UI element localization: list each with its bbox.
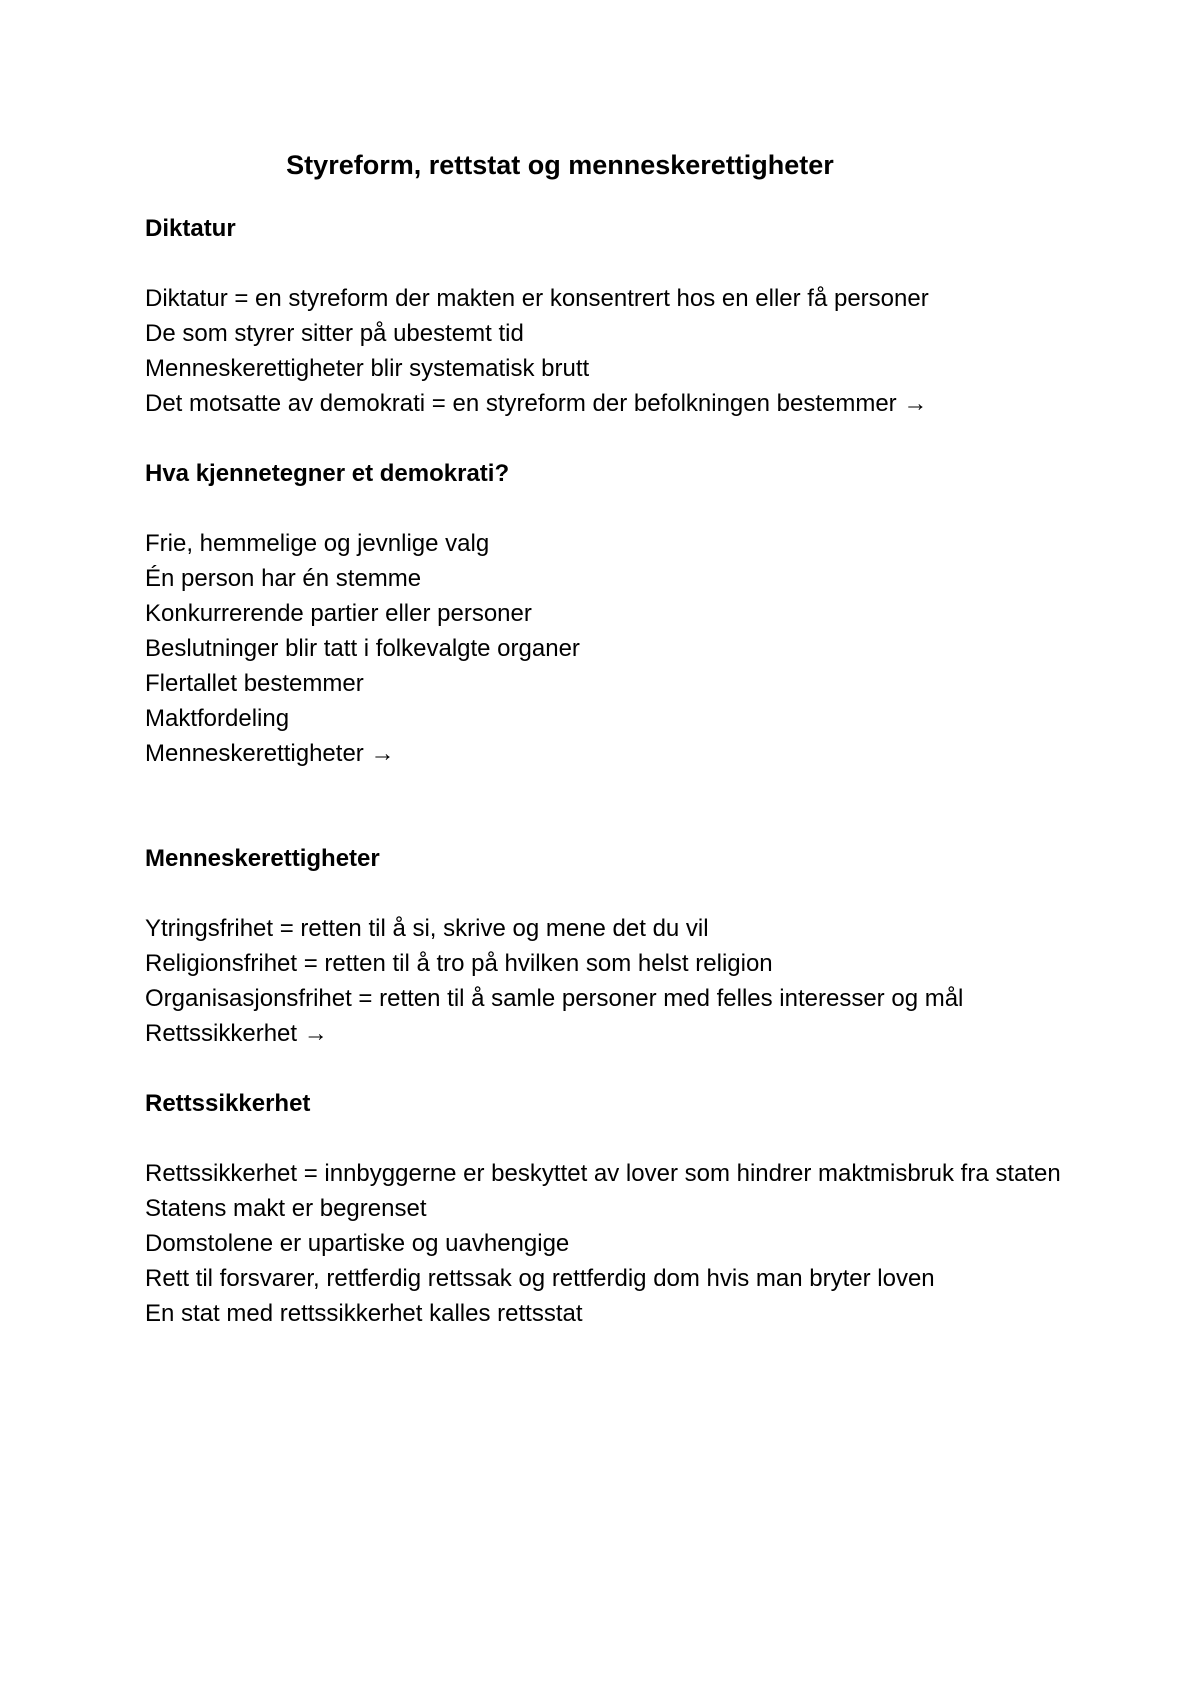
text-line: Maktfordeling — [145, 705, 290, 732]
spacer — [145, 1051, 1075, 1086]
text-line: Beslutninger blir tatt i folkevalgte organer — [145, 635, 580, 662]
document-title: Styreform, rettstat og menneskerettigheter — [286, 150, 834, 180]
section-demokrati — [145, 456, 1075, 771]
text-line: Rett til forsvarer, rettferdig rettssak og rettferdig dom hvis man bryter loven — [145, 1265, 935, 1292]
text-line: Organisasjonsfrihet = retten til å samle personer med felles interesser og mål — [145, 985, 964, 1012]
text-line: En stat med rettssikkerhet kalles rettsstat — [145, 1300, 583, 1327]
text-line: Frie, hemmelige og jevnlige valg — [145, 530, 490, 557]
text-line: Ytringsfrihet = retten til å si, skrive og mene det du vil — [145, 915, 709, 942]
document-page — [145, 145, 1075, 1331]
text-line: Rettssikkerhet = innbyggerne er beskyttet av lover som hindrer maktmisbruk fra staten — [145, 1160, 1061, 1187]
text-line: Menneskerettigheter blir systematisk brutt — [145, 355, 590, 382]
spacer — [145, 421, 1075, 456]
section-rettssikkerhet — [145, 1086, 1075, 1331]
text-line: Domstolene er upartiske og uavhengige — [145, 1230, 570, 1257]
text-line: Flertallet bestemmer — [145, 670, 364, 697]
section-heading-menneskerettigheter: Menneskerettigheter — [145, 845, 380, 872]
text-line: Rettssikkerhet → — [145, 1020, 328, 1047]
text-line: Statens makt er begrenset — [145, 1195, 427, 1222]
text-line: Diktatur = en styreform der makten er konsentrert hos en eller få personer — [145, 285, 929, 312]
text-line: Konkurrerende partier eller personer — [145, 600, 532, 627]
section-diktatur — [145, 211, 1075, 421]
text-line: De som styrer sitter på ubestemt tid — [145, 320, 524, 347]
section-menneskerettigheter — [145, 841, 1075, 1051]
spacer — [145, 771, 1075, 841]
section-heading-demokrati: Hva kjennetegner et demokrati? — [145, 460, 510, 487]
section-heading-diktatur: Diktatur — [145, 215, 236, 242]
text-line: Én person har én stemme — [145, 565, 422, 592]
section-heading-rettssikkerhet: Rettssikkerhet — [145, 1090, 311, 1117]
text-line: Religionsfrihet = retten til å tro på hvilken som helst religion — [145, 950, 773, 977]
text-line: Det motsatte av demokrati = en styreform der befolkningen bestemmer → — [145, 390, 928, 417]
text-line: Menneskerettigheter → — [145, 740, 395, 767]
